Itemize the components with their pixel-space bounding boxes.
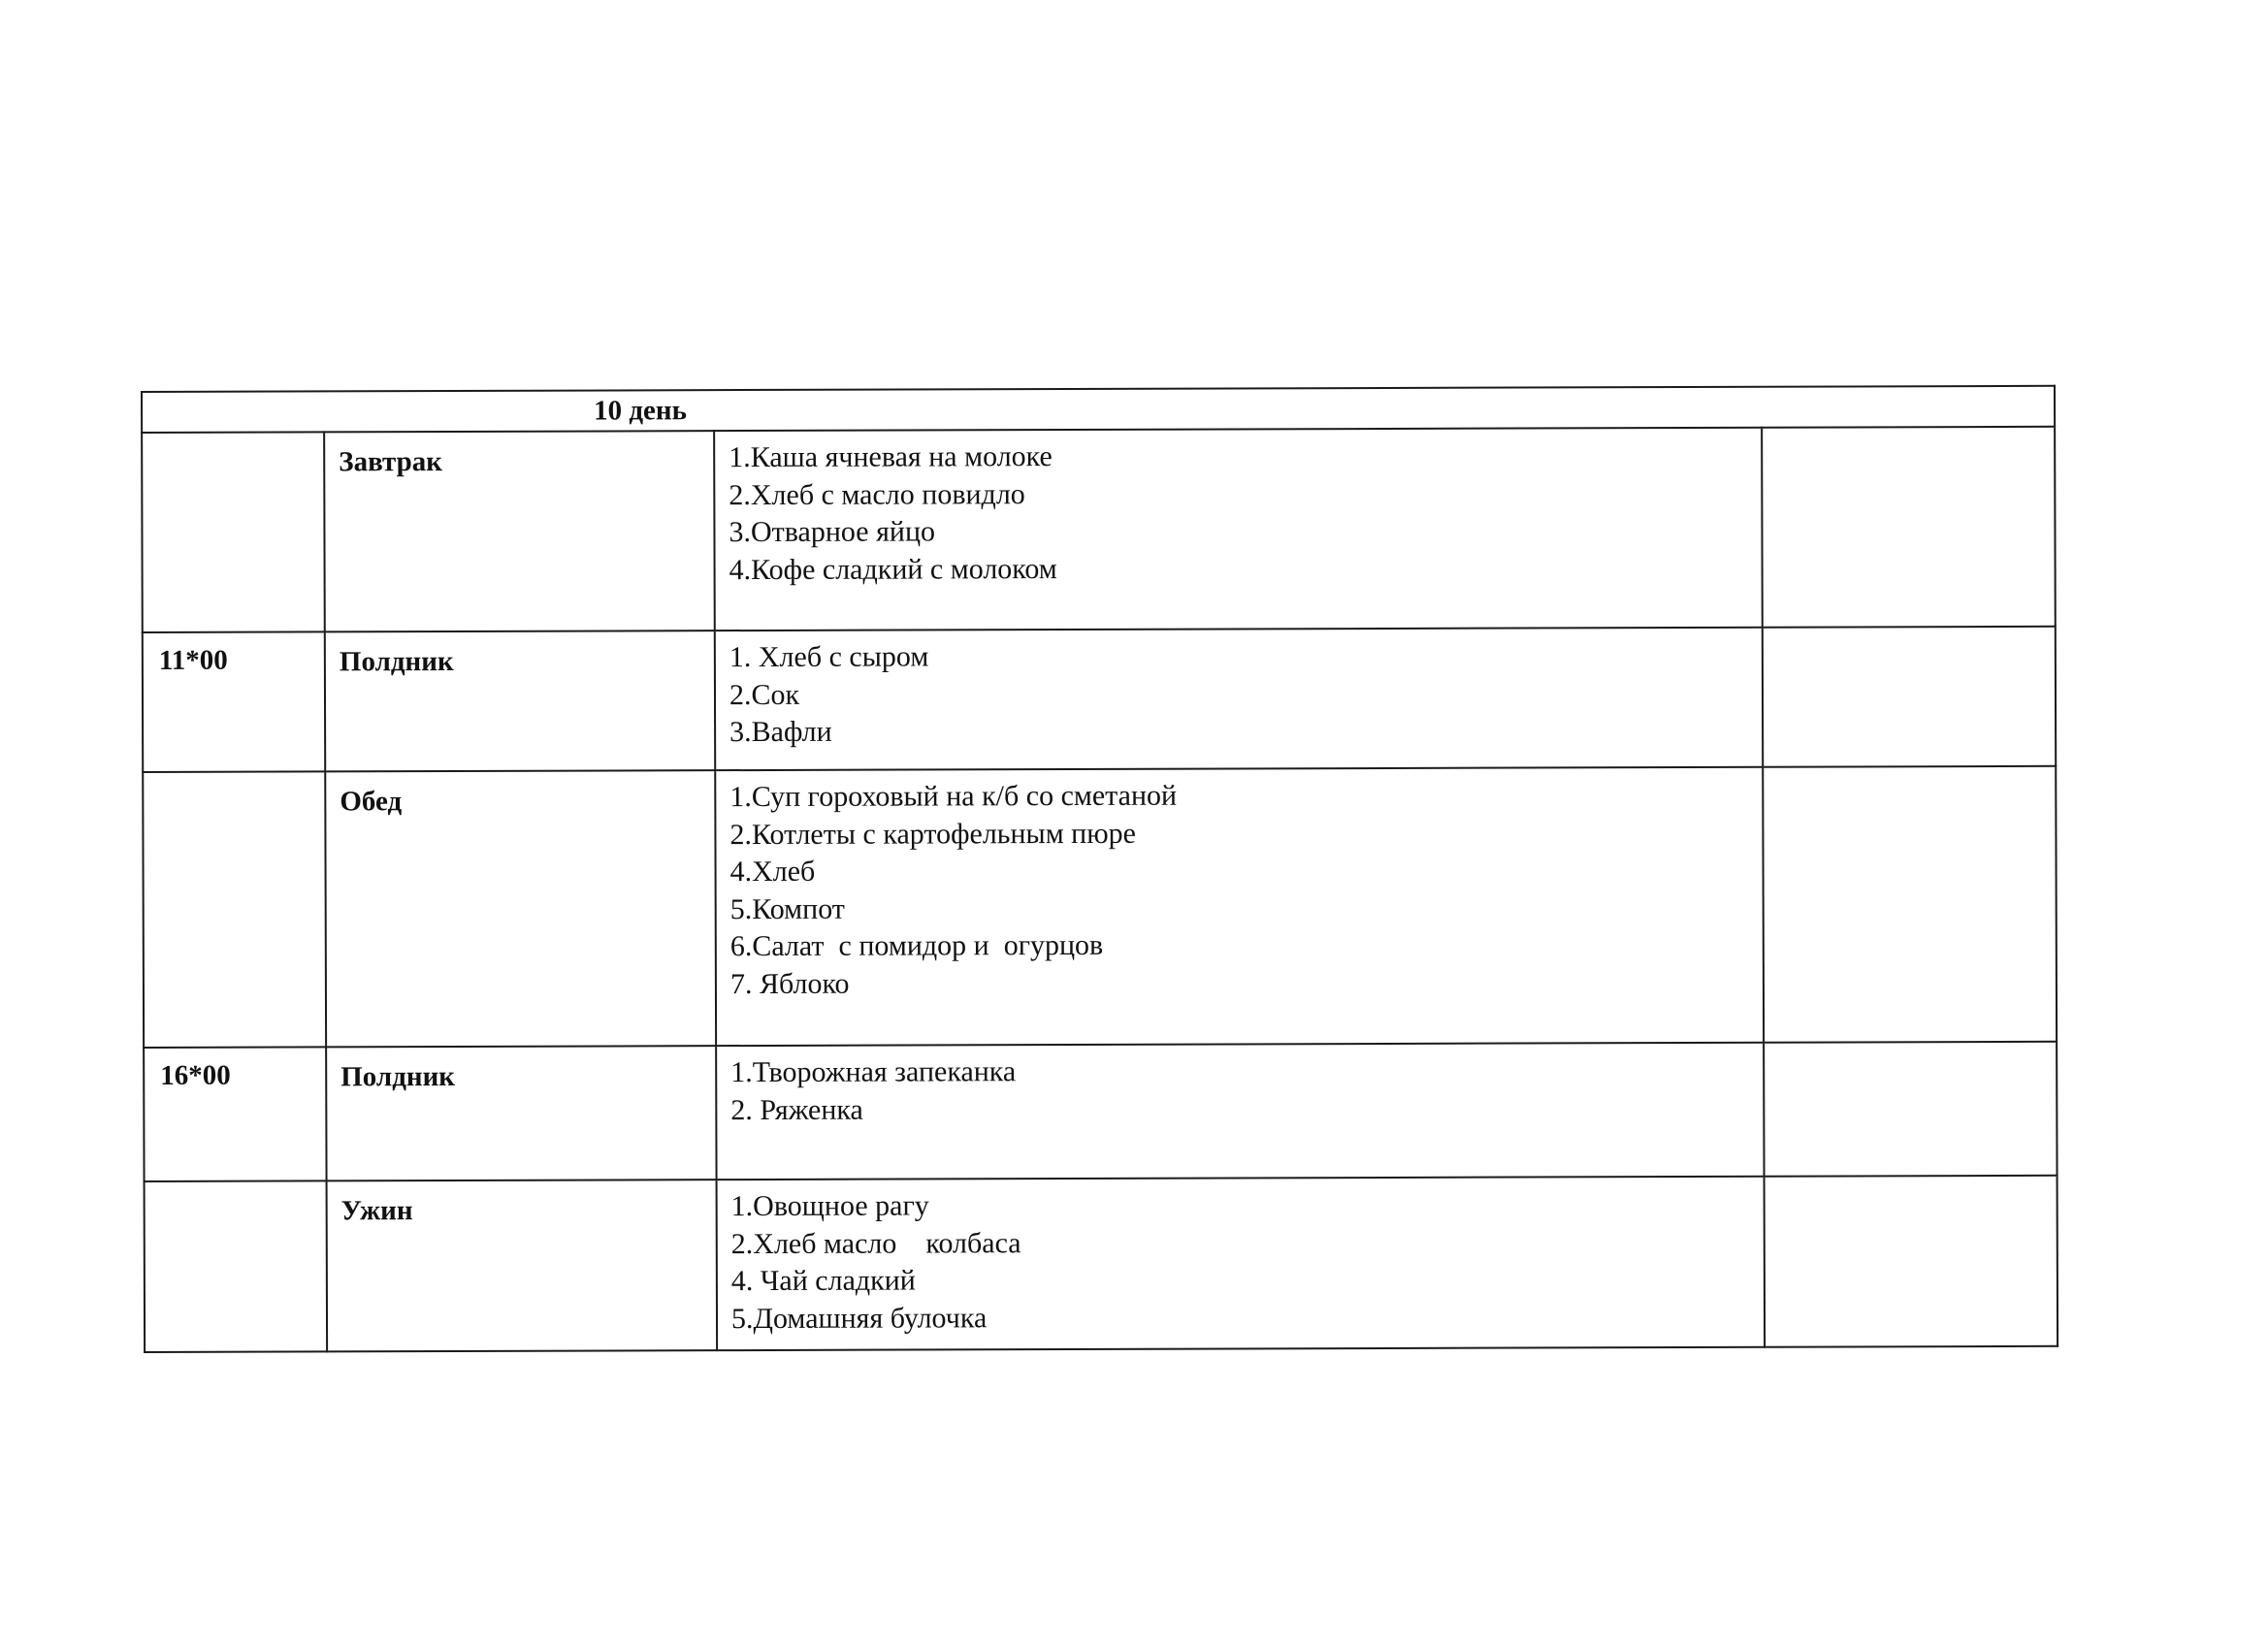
dish-item: 5.Компот — [729, 892, 845, 925]
empty-cell — [1763, 627, 2056, 767]
time-cell — [143, 771, 326, 1048]
menu-table — [141, 385, 2058, 1353]
dish-item: 2.Хлеб с масло повидло — [729, 477, 1025, 511]
dish-item: 1.Творожная запеканка — [730, 1055, 1017, 1089]
dish-item: 3.Отварное яйцо — [729, 515, 936, 549]
dish-item: 7. Яблоко — [729, 967, 850, 1000]
dish-item: 4.Хлеб — [729, 855, 816, 889]
dish-item: 1.Суп гороховый на к/б со сметаной — [729, 779, 1178, 814]
dish-item: 4. Чай сладкий — [730, 1264, 916, 1298]
dish-item: 1. Хлеб с сыром — [729, 640, 929, 674]
dish-item: 1.Овощное рагу — [730, 1189, 929, 1223]
time-cell: 16*00 — [144, 1047, 326, 1181]
dish-item: 6.Салат с помидор и огурцов — [729, 928, 1104, 963]
dish-list — [715, 767, 1764, 1046]
table-row — [142, 427, 2056, 632]
empty-cell — [1765, 1176, 2058, 1347]
empty-cell — [1764, 1042, 2057, 1177]
dish-list — [716, 1043, 1764, 1180]
time-cell — [142, 432, 325, 632]
dish-list — [715, 628, 1763, 770]
dish-item: 3.Вафли — [729, 715, 832, 749]
dish-item: 2. Ряженка — [730, 1093, 863, 1126]
empty-cell — [1762, 427, 2056, 628]
dish-item: 1.Каша ячневая на молоке — [729, 440, 1053, 474]
meal-name: Полдник — [326, 1046, 716, 1180]
table-row — [144, 1042, 2057, 1181]
dish-list — [714, 428, 1763, 630]
dish-item: 2.Сок — [729, 678, 800, 711]
table-row — [143, 627, 2056, 772]
time-cell — [145, 1180, 328, 1352]
meal-name: Полдник — [325, 630, 715, 771]
dish-item: 2.Хлеб масло колбаса — [730, 1226, 1021, 1260]
meal-name: Ужин — [327, 1180, 718, 1351]
dish-item: 2.Котлеты с картофельным пюре — [729, 817, 1136, 851]
title-row — [142, 386, 2055, 433]
time-cell: 11*00 — [143, 631, 325, 772]
day-title: 10 день — [142, 386, 2055, 433]
meal-name: Завтрак — [324, 431, 715, 631]
table-row — [143, 766, 2057, 1048]
meal-name: Обед — [325, 770, 716, 1047]
dish-item: 5.Домашняя булочка — [730, 1301, 988, 1335]
table-row — [145, 1176, 2058, 1352]
empty-cell — [1763, 766, 2057, 1043]
dish-list — [717, 1177, 1766, 1350]
dish-item: 4.Кофе сладкий с молоком — [729, 552, 1057, 586]
